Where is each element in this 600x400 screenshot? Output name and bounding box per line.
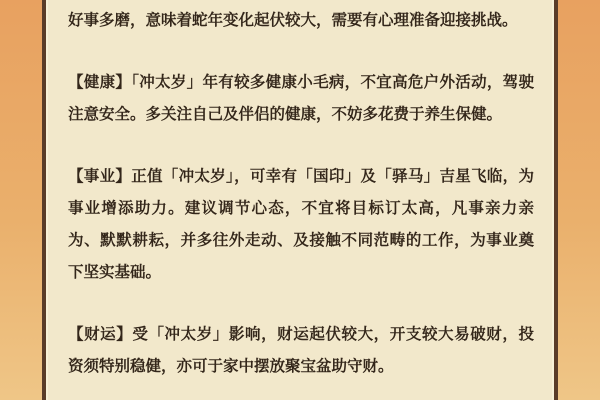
text-line: 好事多磨，意味着蛇年变化起伏较大，需要有心理准备迎接挑战。: [68, 11, 518, 29]
text-line: 【事业】正值「冲太岁」，可幸有「国印」及「驿马」吉星飞临，为: [68, 167, 534, 185]
paragraph-wealth: [68, 318, 534, 382]
text-line: 注意安全。多关注自己及伴侣的健康，不妨多花费于养生保健。: [68, 105, 503, 123]
text-line: 资须特别稳健，亦可于家中摆放聚宝盆助守财。: [68, 357, 394, 375]
text-line: 下坚实基础。: [68, 263, 162, 281]
paragraph-health: [68, 66, 534, 130]
article: [46, 0, 554, 382]
paragraph-intro-tail: [68, 4, 534, 36]
paragraph-career: [68, 160, 534, 288]
fortune-card: [42, 0, 558, 400]
text-line: 为、默默耕耘，并多往外走动、及接触不同范畴的工作，为事业奠: [68, 231, 534, 249]
text-line: 事业增添助力。建议调节心态，不宜将目标订太高，凡事亲力亲: [68, 199, 534, 217]
text-line: 【健康】「冲太岁」年有较多健康小毛病，不宜高危户外活动，驾驶: [68, 73, 534, 91]
text-line: 【财运】受「冲太岁」影响，财运起伏较大，开支较大易破财，投: [68, 325, 534, 343]
